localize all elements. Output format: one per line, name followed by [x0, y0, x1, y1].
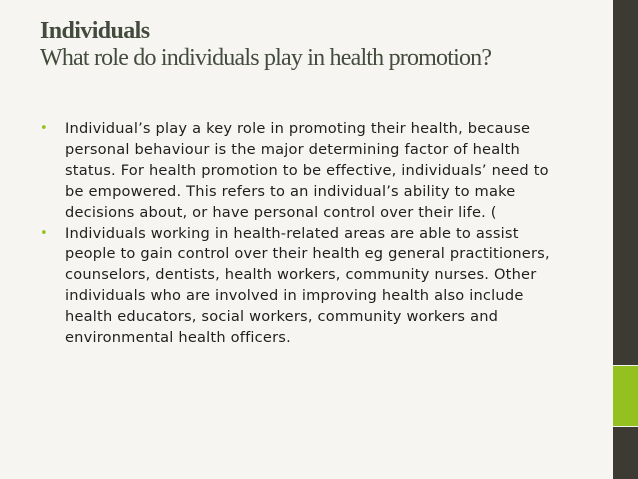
- title-block: [40, 18, 573, 72]
- bullet-item-2: [40, 223, 563, 348]
- bullet-icon: •: [40, 225, 48, 241]
- bullet-text: Individuals working in health-related areas are able to assist people to gain control over their health eg general practitioners, counselors, dentists, health workers, community nurses. Other individuals who are involved in improving health also include health educators, social workers, community workers and environmental health officers.: [65, 224, 550, 347]
- bullet-item-1: [40, 118, 563, 223]
- sidebar-accent-bar: [613, 366, 638, 426]
- slide-subtitle: What role do individuals play in health promotion?: [40, 45, 492, 71]
- sidebar-bottom-bar: [613, 427, 638, 479]
- slide-title: Individuals: [40, 18, 150, 44]
- bullet-text: Individual’s play a key role in promoting their health, because personal behaviour is the major determining factor of health status. For health promotion to be effective, individuals’ need to be empowered. This refers to an individual’s ability to make decisions about, or have personal control over their life. (: [65, 120, 549, 221]
- bullet-list: [40, 118, 563, 348]
- sidebar-top-bar: [613, 0, 638, 365]
- bullet-icon: •: [40, 121, 48, 136]
